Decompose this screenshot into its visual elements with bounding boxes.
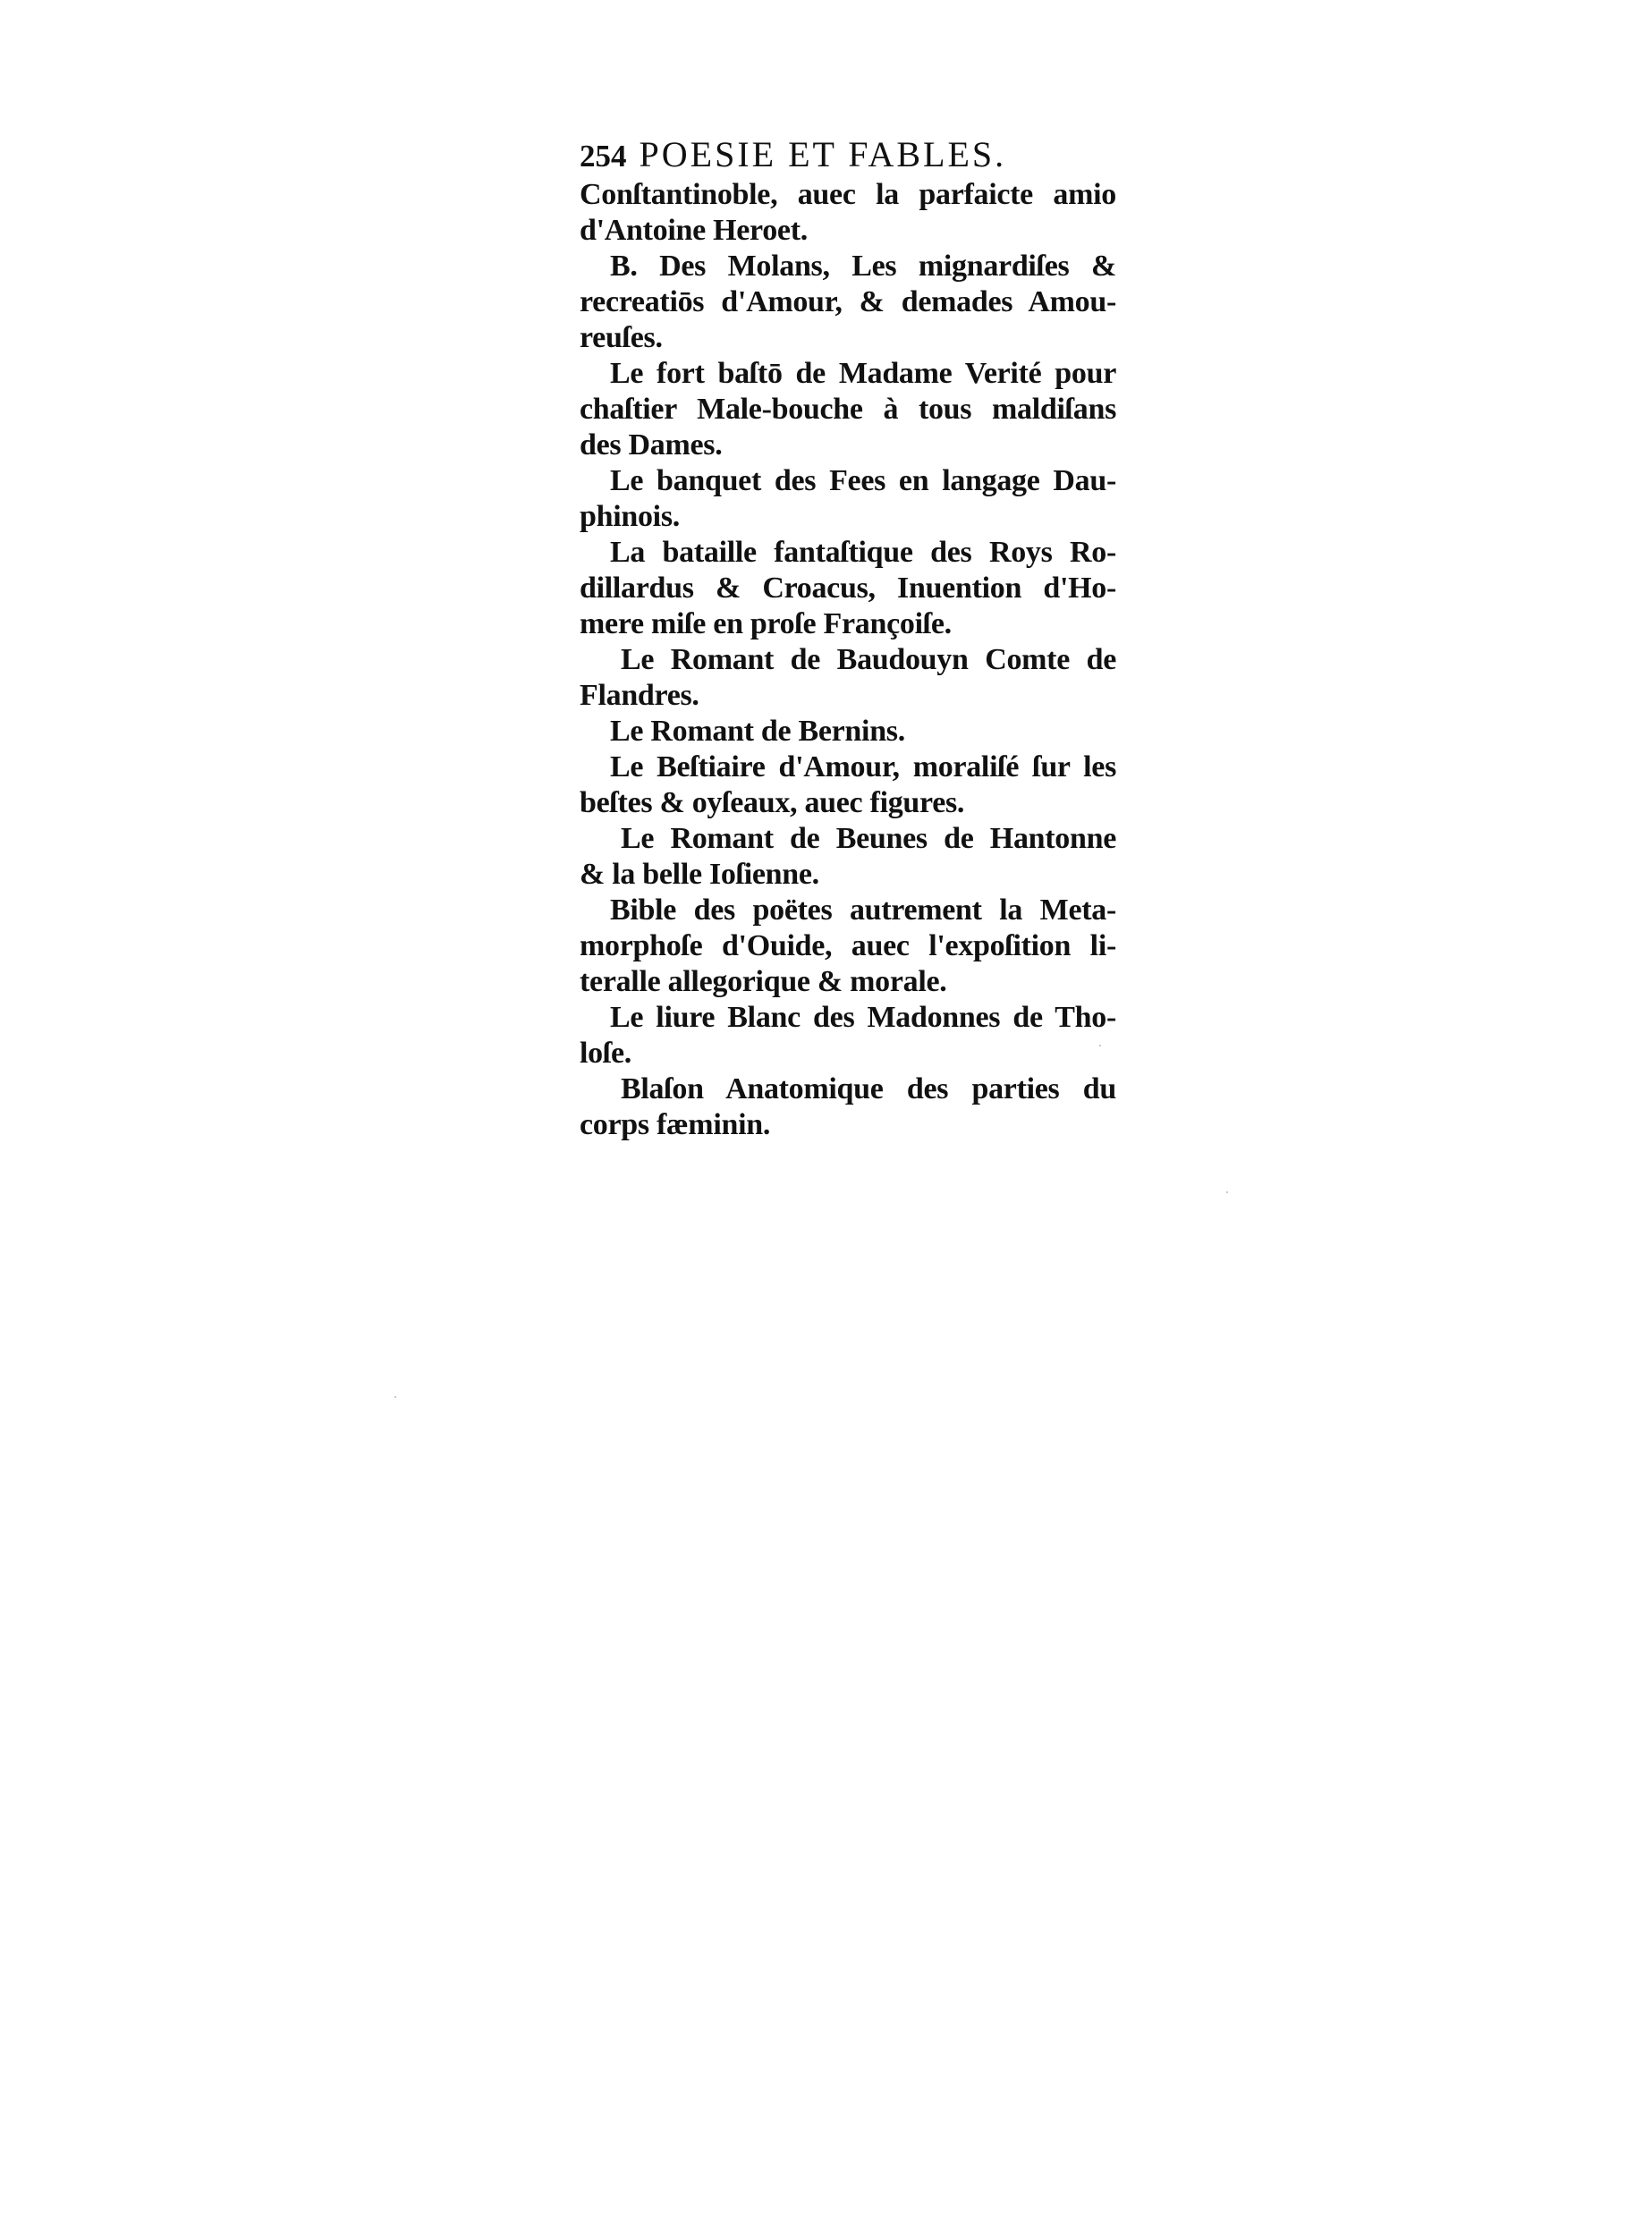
text-line: Bible des poëtes autrement la Meta- xyxy=(610,894,1116,927)
text-line: loſe. xyxy=(580,1037,631,1070)
text-line: Le banquet des Fees en langage Dau- xyxy=(610,464,1116,497)
text-line: teralle allegorique & morale. xyxy=(580,965,947,998)
text-line: chaſtier Male-bouche à tous maldiſans xyxy=(580,393,1116,426)
text-line: corps fæminin. xyxy=(580,1108,771,1141)
text-line: Le Romant de Baudouyn Comte de xyxy=(621,643,1116,676)
text-line: Flandres. xyxy=(580,679,699,712)
text-line: Blaſon Anatomique des parties du xyxy=(621,1072,1116,1105)
text-line: morphoſe d'Ouide, auec l'expoſition li- xyxy=(580,929,1116,962)
text-line: d'Antoine Heroet. xyxy=(580,214,808,247)
text-line: reuſes. xyxy=(580,321,663,354)
text-line: Conſtantinoble, auec la parfaicte amio xyxy=(580,178,1116,211)
page-number: 254 xyxy=(580,139,627,174)
text-line: Le Romant de Beunes de Hantonne xyxy=(621,822,1116,855)
text-line: recreatiōs d'Amour, & demades Amou- xyxy=(580,285,1116,318)
text-line: La bataille fantaſtique des Roys Ro- xyxy=(610,536,1116,569)
text-line: des Dames. xyxy=(580,428,723,462)
text-line: B. Des Molans, Les mignardiſes & xyxy=(610,250,1116,283)
text-line: dillardus & Croacus, Inuention d'Ho- xyxy=(580,572,1116,605)
running-head xyxy=(580,134,1116,177)
text-line: Le Romant de Bernins. xyxy=(610,715,905,748)
text-line: Le fort baſtō de Madame Verité pour xyxy=(610,357,1116,390)
text-line: phinois. xyxy=(580,500,680,533)
text-line: Le Beſtiaire d'Amour, moraliſé ſur les xyxy=(610,750,1116,783)
scan-speck xyxy=(1226,1191,1228,1193)
text-line: Le liure Blanc des Madonnes de Tho- xyxy=(610,1001,1116,1034)
text-line: beſtes & oyſeaux, auec figures. xyxy=(580,786,965,819)
text-line: & la belle Ioſienne. xyxy=(580,858,819,891)
scan-speck xyxy=(1099,1045,1101,1046)
text-line: mere miſe en proſe Françoiſe. xyxy=(580,607,952,640)
page-text-block xyxy=(580,134,1116,1143)
running-title: POESIE ET FABLES. xyxy=(639,134,1007,174)
scan-speck xyxy=(394,1396,396,1398)
